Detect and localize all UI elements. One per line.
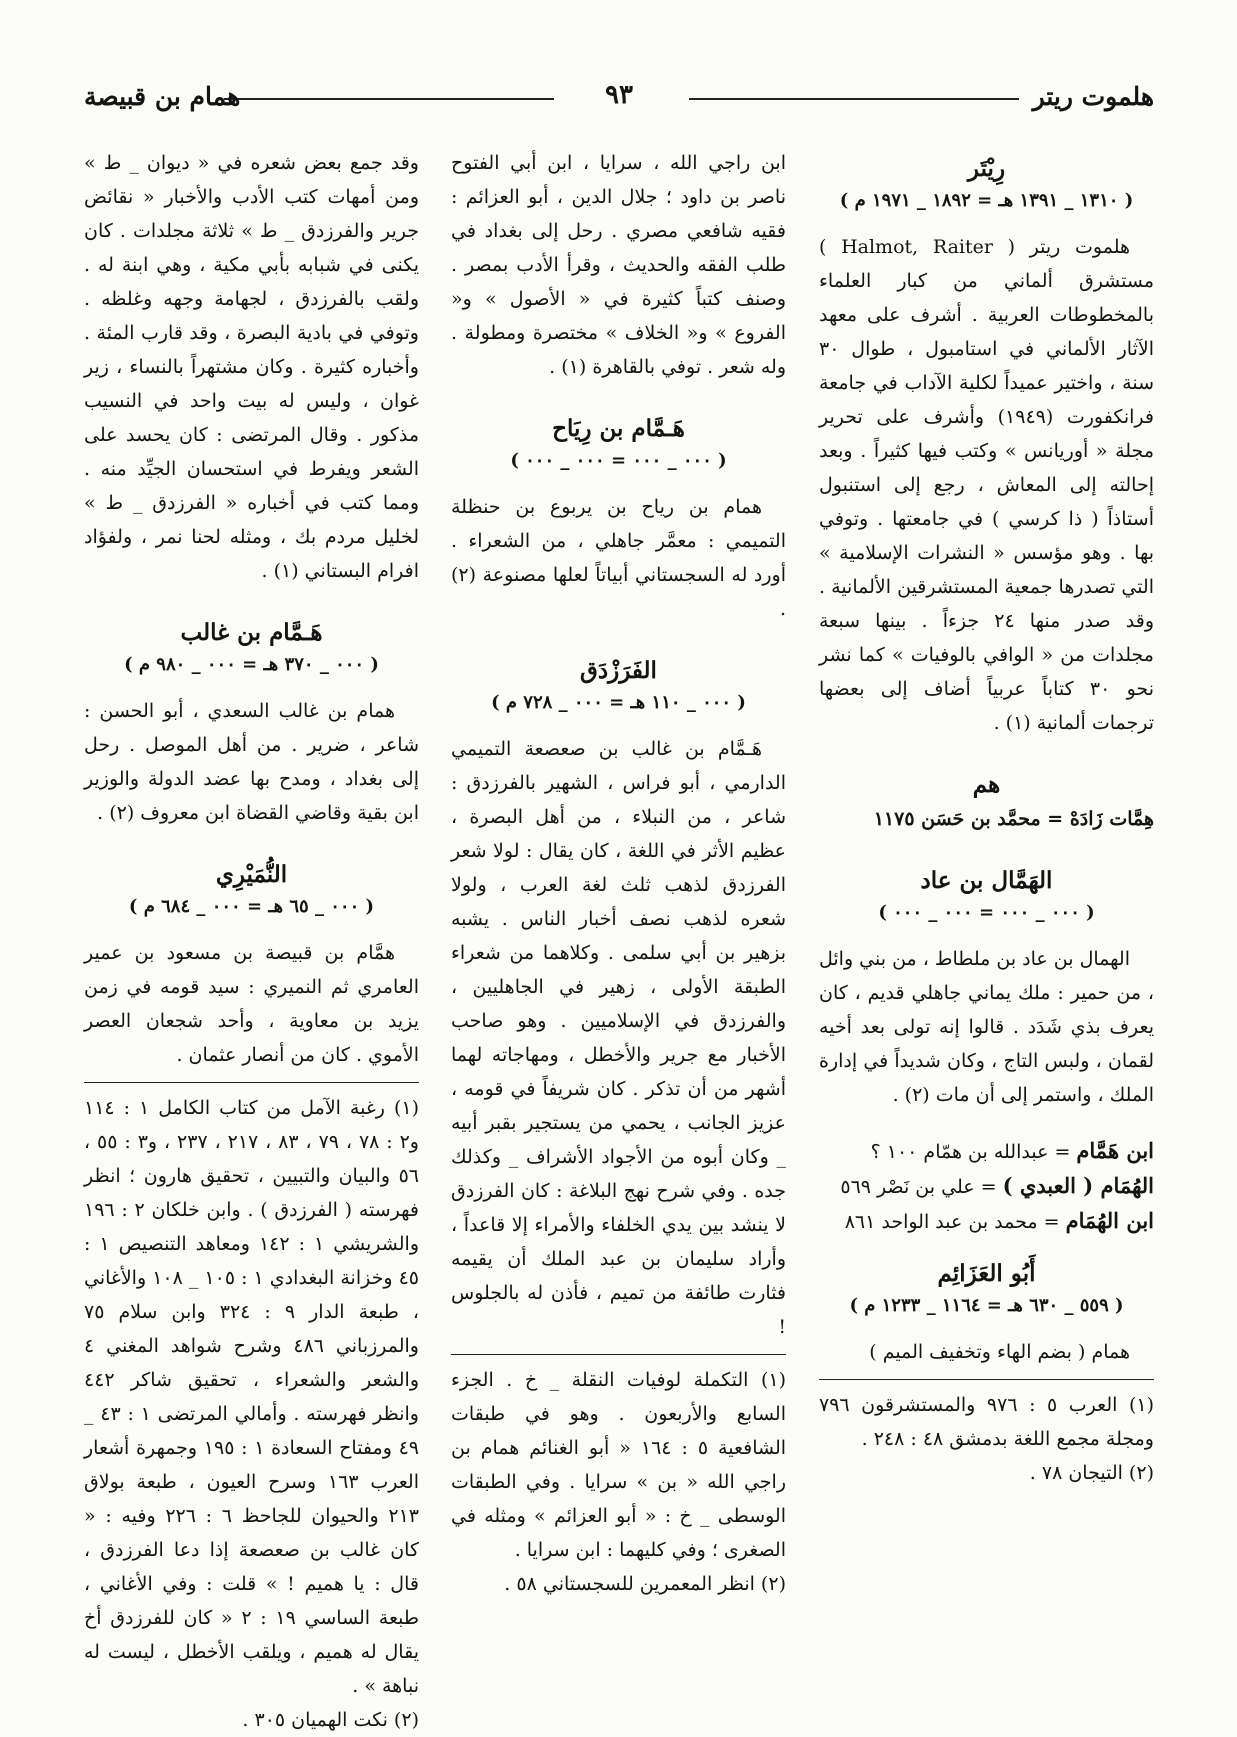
entry-title-raiter: رِيْتَر bbox=[967, 155, 1006, 182]
header-rule-left bbox=[224, 98, 554, 100]
xref-name: الهُمَام ( العبدي ) bbox=[1002, 1173, 1154, 1198]
entry-text-raiter: هلموت ريتر ( Halmot, Raiter ) مستشرق ألماني من كبار العلماء بالمخطوطات العربية . أشرف على معهد الآثار الألماني في استامبول ، طوال ٣٠ سنة ، واختير عميداً لكلية الآداب في جامعة فرانكفورت (١٩٤٩) وأشرف على تحرير مجلة « أوريانس » وكتب فيها كثيراً . وبعد إحالته إلى المعاش ، رجع إلى استنبول أستاذاً ( ذا كرسي ) في جامعتها . وتوفي بها . وهو مؤسس « النشرات الإسلامية » التي تصدرها جمعية المستشرقين الألمانية . وقد صدر منها ٢٤ جزءاً . بينها سبعة مجلدات من « الوافي بالوفيات » كما نشر نحو ٣٠ كتاباً عربياً أضاف إلى بعضها ترجمات ألمانية (١) . bbox=[819, 236, 1155, 734]
xref-ibn-al-humam bbox=[819, 1204, 1154, 1239]
running-header bbox=[84, 76, 1154, 124]
xref-ibn-hammam bbox=[819, 1134, 1154, 1169]
header-entry-right: هلموت ريتر bbox=[1032, 82, 1154, 111]
footnote-rule bbox=[819, 1379, 1154, 1380]
entry-text-hammal: الهمال بن عاد بن ملطاط ، من بني وائل ، من حمير : ملك يماني جاهلي قديم ، كان يعرف بذي شَدَد . قالوا إنه تولى بعد أخيه لقمان ، ولبس التاج ، وكان شديداً في إدارة الملك ، واستمر إلى أن مات (٢) . bbox=[819, 948, 1154, 1106]
section-head-hm: هم bbox=[972, 771, 1001, 798]
xref-al-humam-abdi bbox=[819, 1169, 1154, 1204]
footnote-2: (٢) التيجان ٧٨ . bbox=[1029, 1462, 1154, 1484]
entry-text-abu-al-azaim-cont: ابن راجي الله ، سرايا ، ابن أبي الفتوح ناصر بن داود ؛ جلال الدين ، أبو العزائم : فقيه شافعي مصري . رحل إلى بغداد في طلب الفقه والحديث ، وقرأ الأدب بمصر . وصنف كتباً كثيرة في « الأصول » و« الفروع » و« الخلاف » مختصرة ومطولة . وله شعر . توفي بالقاهرة (١) . bbox=[451, 152, 786, 378]
entry-title-hammam-ghalib: هَـمَّام بن غالب bbox=[180, 619, 323, 646]
entry-dates-hammal: ( ٠٠٠ _ ٠٠٠ = ٠٠٠ _ ٠٠٠ ) bbox=[878, 902, 1095, 923]
header-entry-left: همام بن قبيصة bbox=[84, 82, 241, 111]
entry-title-abu-al-azaim: أَبُو العَزَائِم bbox=[937, 1260, 1036, 1287]
xref-target: = علي بن نَصْر ٥٦٩ bbox=[840, 1176, 1003, 1198]
footnote-2: (٢) نكت الهميان ٣٠٥ . bbox=[242, 1709, 419, 1731]
xref-target: = عبدالله بن همّام ١٠٠ ؟ bbox=[870, 1141, 1077, 1163]
footnote-1: (١) التكملة لوفيات النقلة _ خ . الجزء السابع والأربعون . وهو في طبقات الشافعية ٥ : ١٦٤ « أبو الغنائم همام بن راجي الله « بن » سرايا . وفي الطبقات الوسطى _ خ : « أبو العزائم » ومثله في الصغرى ؛ وفي كليهما : ابن سرايا . bbox=[451, 1369, 787, 1561]
xref-name: ابن هَمَّام bbox=[1076, 1138, 1154, 1163]
entry-title-numayri: النُّمَيْرِي bbox=[215, 861, 288, 888]
footnote-rule bbox=[84, 1082, 419, 1083]
entry-title-hammam-riyah: هَـمَّام بن رِيَاح bbox=[552, 415, 685, 442]
header-rule-right bbox=[689, 98, 1019, 100]
entry-dates-hammam-ghalib: ( ٠٠٠ _ ٣٧٠ هـ = ٠٠٠ _ ٩٨٠ م ) bbox=[124, 654, 379, 675]
page-number: ٩٣ bbox=[595, 80, 643, 110]
entry-title-farazdaq: الفَرَزْدَق bbox=[580, 657, 657, 684]
entry-title-hammal: الهَمَّال بن عاد bbox=[920, 867, 1053, 894]
footnote-1: (١) العرب ٥ : ٩٧٦ والمستشرقون ٧٩٦ ومجلة مجمع اللغة بدمشق ٤٨ : ٢٤٨ . bbox=[819, 1394, 1154, 1450]
entry-text-hammam-ghalib: همام بن غالب السعدي ، أبو الحسن : شاعر ، ضرير . من أهل الموصل . رحل إلى بغداد ، ومدح بها عضد الدولة والوزير ابن بقية وقاضي القضاة ابن معروف (٢) . bbox=[84, 700, 419, 824]
footnote-rule bbox=[451, 1354, 786, 1355]
xref-name: ابن الهُمَام bbox=[1065, 1208, 1154, 1233]
column-right bbox=[819, 146, 1154, 1606]
footnote-1: (١) رغبة الآمل من كتاب الكامل ١ : ١١٤ و٢ : ٧٨ ، ٧٩ ، ٨٣ ، ٢١٧ ، ٢٣٧ ، و٣ : ٥٥ ، ٥٦ والبيان والتبيين ، تحقيق هارون ؛ انظر فهرسته ( الفرزدق ) . وابن خلكان ٢ : ١٩٦ والشريشي ١ : ١٤٢ ومعاهد التنصيص ١ : ٤٥ وخزانة البغدادي ١ : ١٠٥ _ ١٠٨ والأغاني ، طبعة الدار ٩ : ٣٢٤ وابن سلام ٧٥ والمرزباني ٤٨٦ وشرح شواهد المغني ٤ والشعر والشعراء ، تحقيق شاكر ٤٤٢ وانظر فهرسته . وأمالي المرتضى ١ : ٤٣ _ ٤٩ ومفتاح السعادة ١ : ١٩٥ وجمهرة أشعار العرب ١٦٣ وسرح العيون ، طبعة بولاق ٢١٣ والحيوان للجاحظ ٦ : ٢٢٦ وفيه : « كان غالب بن صعصعة إذا دعا الفرزدق ، قال : يا هميم ! » قلت : وفي الأغاني ، طبعة الساسي ١٩ : ٢ « كان للفرزدق أخ يقال له هميم ، ويلقب الأخطل ، ليست له نباهة » . bbox=[84, 1097, 420, 1697]
xref-himmat-zadeh: هِمَّات زَادَهْ = محمَّد بن حَسَن ١١٧٥ bbox=[873, 808, 1154, 830]
entry-text-farazdaq: هَـمَّام بن غالب بن صعصعة التميمي الدارمي ، أبو فراس ، الشهير بالفرزدق : شاعر ، من النبلاء ، من أهل البصرة ، عظيم الأثر في اللغة ، كان يقال : لولا شعر الفرزدق لذهب ثلث لغة العرب ، ولولا شعره لذهب نصف أخبار الناس . يشبه بزهير بن أبي سلمى . وكلاهما من شعراء الطبقة الأولى ، زهير في الجاهليين ، والفرزدق في الإسلاميين . وهو صاحب الأخبار مع جرير والأخطل ، ومهاجاته لهما أشهر من أن تذكر . كان شريفاً في قومه ، عزيز الجانب ، يحمي من يستجير بقبر أبيه _ وكان أبوه من الأجواد الأشراف _ وكذلك جده . وفي شرح نهج البلاغة : كان الفرزدق لا ينشد بين يدي الخلفاء والأمراء إلا قاعداً ، وأراد سليمان بن عبد الملك أن يقيمه فثارت طائفة من تميم ، فأذن له بالجلوس ! bbox=[451, 738, 786, 1338]
column-middle bbox=[451, 146, 786, 1606]
column-left bbox=[84, 146, 420, 1731]
page-columns bbox=[84, 146, 1155, 1731]
entry-dates-farazdaq: ( ٠٠٠ _ ١١٠ هـ = ٠٠٠ _ ٧٢٨ م ) bbox=[491, 692, 746, 713]
entry-dates-numayri: ( ٠٠٠ _ ٦٥ هـ = ٠٠٠ _ ٦٨٤ م ) bbox=[128, 896, 375, 917]
entry-dates-abu-al-azaim: ( ٥٥٩ _ ٦٣٠ هـ = ١١٦٤ _ ١٢٣٣ م ) bbox=[849, 1295, 1124, 1316]
entry-dates-raiter: ( ١٣١٠ _ ١٣٩١ هـ = ١٨٩٢ _ ١٩٧١ م ) bbox=[839, 190, 1134, 211]
entry-text-numayri: همَّام بن قبيصة بن مسعود بن عمير العامري ثم النميري : سيد قومه في زمن يزيد بن معاوية ، وأحد شجعان العصر الأموي . كان من أنصار عثمان . bbox=[84, 942, 419, 1066]
entry-text-abu-al-azaim: همام ( بضم الهاء وتخفيف الميم ) bbox=[869, 1341, 1130, 1363]
entry-text-hammam-riyah: همام بن رياح بن يربوع بن حنظلة التميمي : معمَّر جاهلي ، من الشعراء . أورد له السجستاني أبياتاً لعلها مصنوعة (٢) . bbox=[451, 496, 786, 620]
entry-dates-hammam-riyah: ( ٠٠٠ _ ٠٠٠ = ٠٠٠ _ ٠٠٠ ) bbox=[510, 450, 727, 471]
xref-target: = محمد بن عبد الواحد ٨٦١ bbox=[844, 1211, 1066, 1233]
footnote-2: (٢) انظر المعمرين للسجستاني ٥٨ . bbox=[504, 1573, 786, 1595]
entry-text-farazdaq-cont: وقد جمع بعض شعره في « ديوان _ ط » ومن أمهات كتب الأدب والأخبار « نقائض جرير والفرزدق _ ط » ثلاثة مجلدات . كان يكنى في شبابه بأبي مكية ، وهي ابنة له . ولقب بالفرزدق ، لجهامة وجهه وغلظه . وتوفي في بادية البصرة ، وقد قارب المئة . وأخباره كثيرة . وكان مشتهراً بالنساء ، زير غوان ، وليس له بيت واحد في النسيب مذكور . وقال المرتضى : كان يحسد على الشعر ويفرط في استحسان الجيِّد منه . ومما كتب في أخباره « الفرزدق _ ط » لخليل مردم بك ، ومثله لحنا نمر ، ولفؤاد افرام البستاني (١) . bbox=[84, 152, 419, 582]
